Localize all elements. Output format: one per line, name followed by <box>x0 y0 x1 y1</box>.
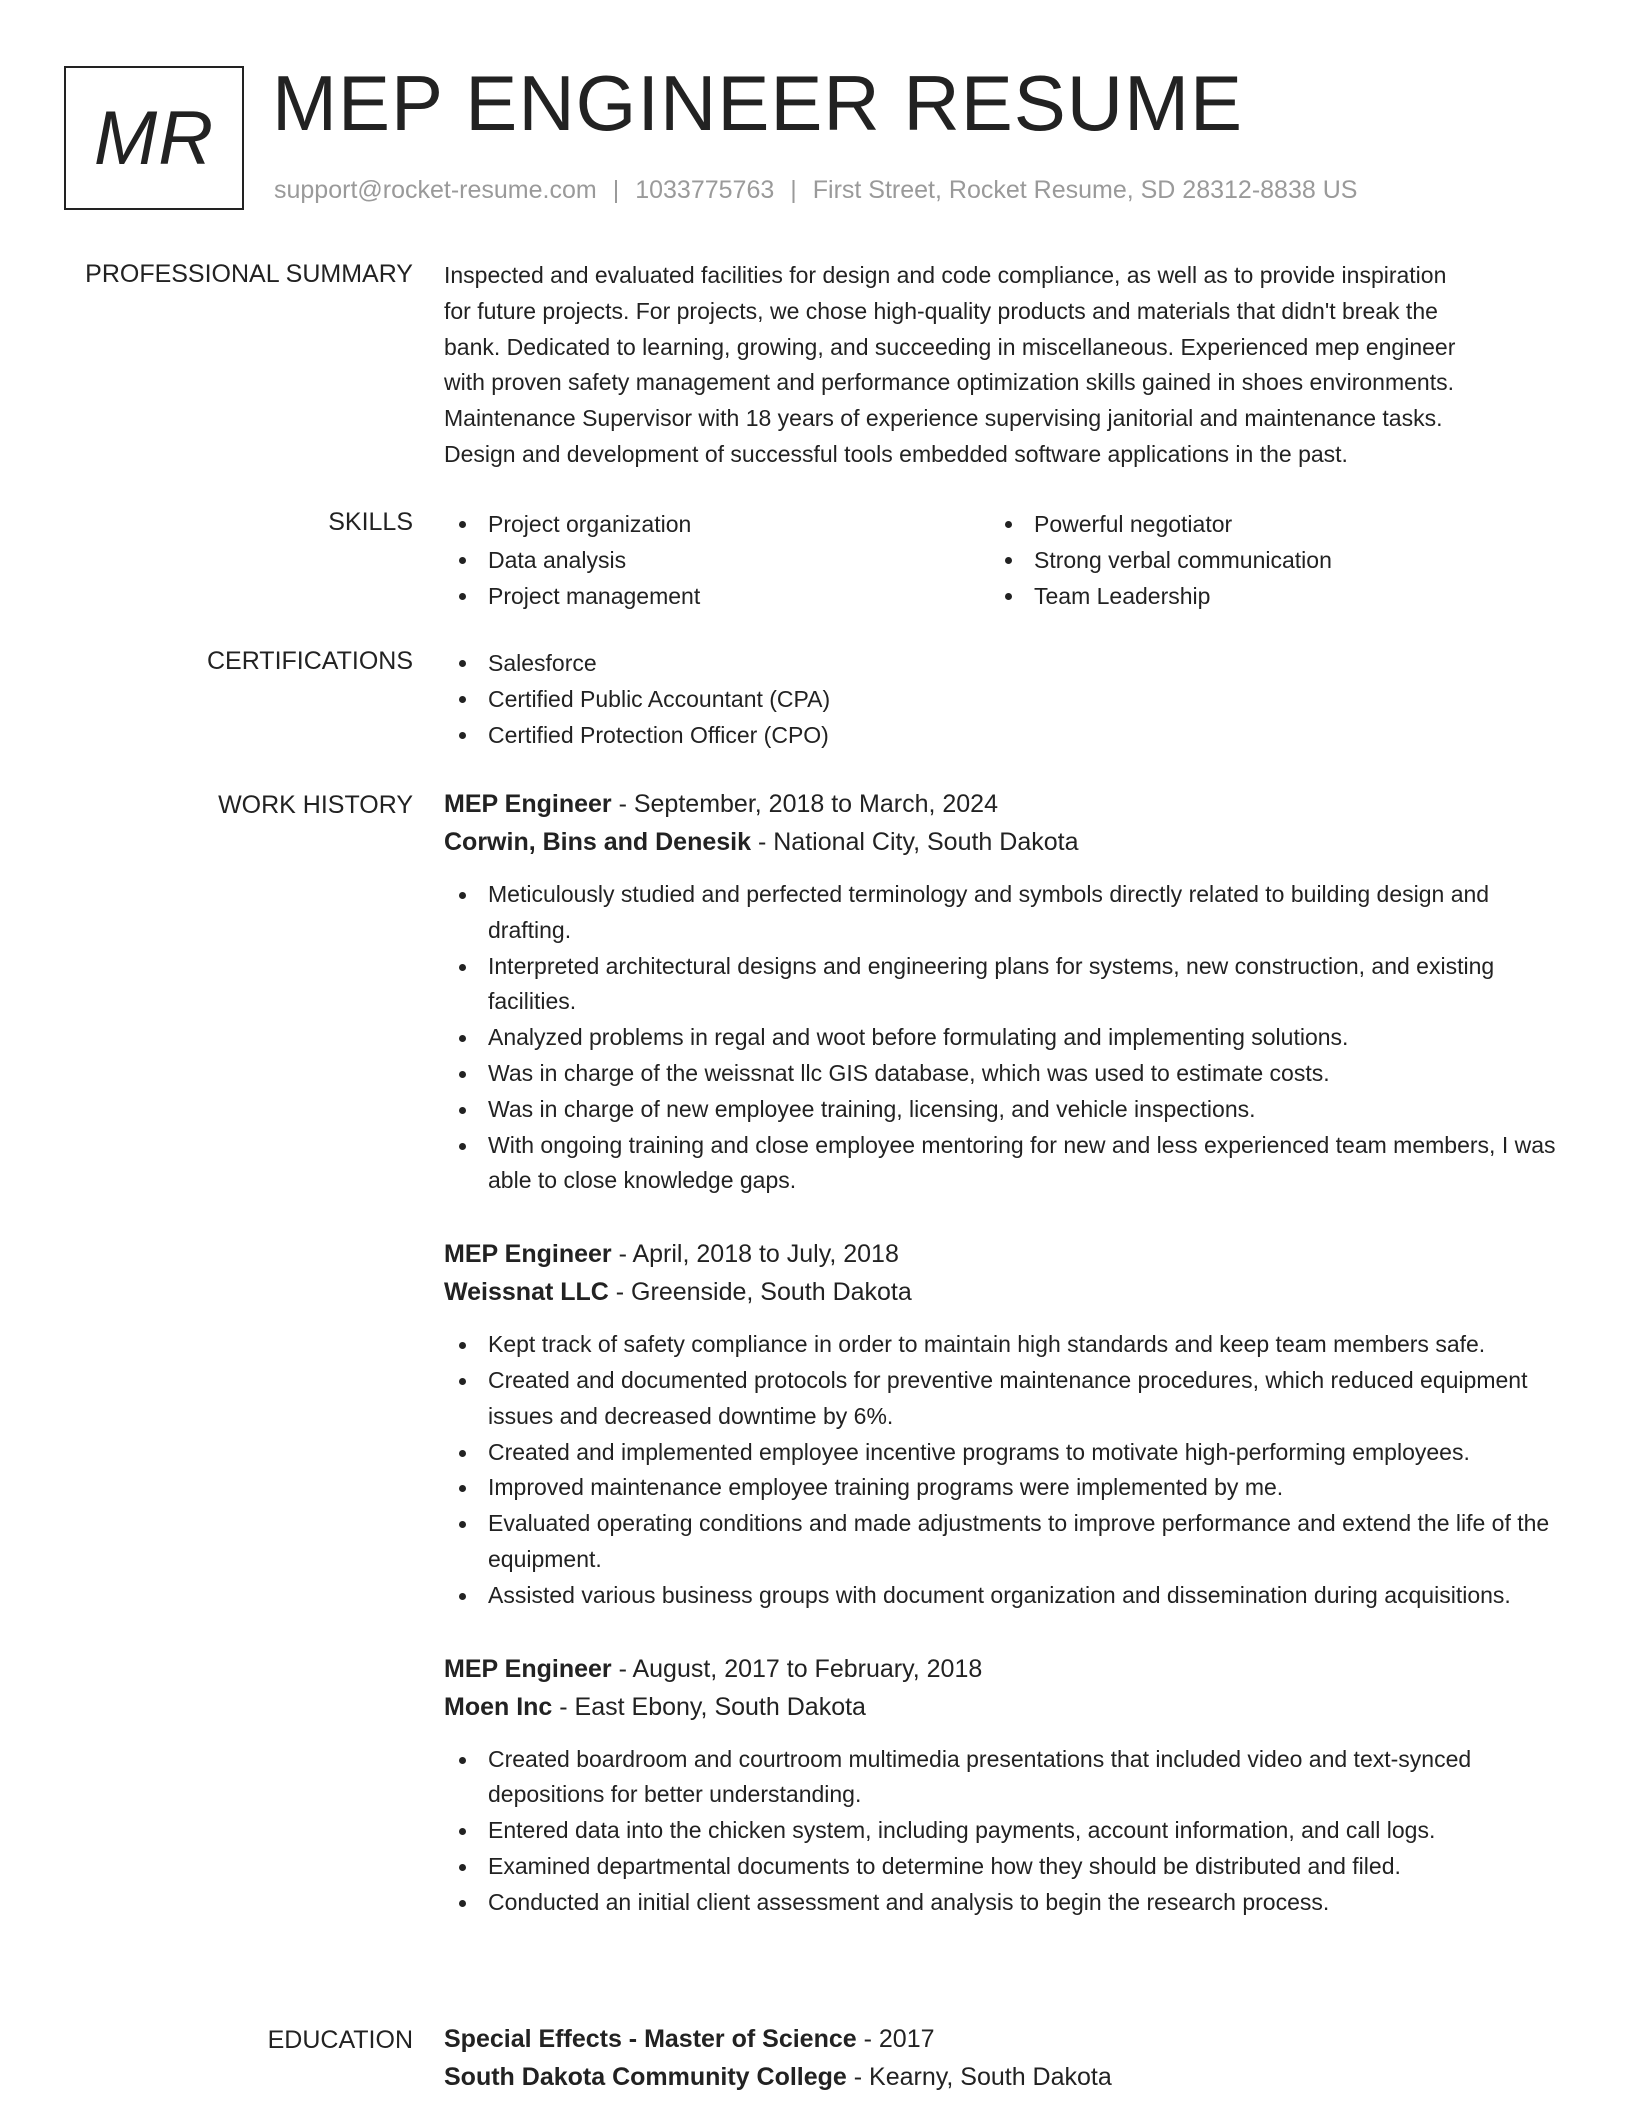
education-degree: Special Effects - Master of Science <box>444 2025 857 2053</box>
education-year: - 2017 <box>856 2025 935 2053</box>
education-body <box>444 2020 1574 2096</box>
summary-line: for future projects. For projects, we chose high-quality products and materials that didn't break the <box>444 297 1438 324</box>
job-bullet: Interpreted architectural designs and engineering plans for systems, new construction, and existing facilities. <box>444 949 1574 1021</box>
skill-item: Team Leadership <box>990 578 1536 614</box>
job-location: - East Ebony, South Dakota <box>552 1692 866 1721</box>
summary-line: with proven safety management and performance optimization skills gained in shoes environments. <box>444 369 1454 396</box>
job-entry <box>444 1650 1574 1921</box>
job-bullet: With ongoing training and close employee mentoring for new and less experienced team members, I was able to close knowledge gaps. <box>444 1128 1574 1200</box>
skill-item: Powerful negotiator <box>990 506 1536 542</box>
education-location: - Kearny, South Dakota <box>846 2063 1112 2091</box>
job-bullets <box>444 1742 1574 1921</box>
certification-item: Certified Public Accountant (CPA) <box>444 681 1574 717</box>
job-bullet: Was in charge of new employee training, licensing, and vehicle inspections. <box>444 1092 1574 1128</box>
section-label-work-history: WORK HISTORY <box>218 791 413 819</box>
job-company: Corwin, Bins and Denesik <box>444 828 752 856</box>
job-bullet: Assisted various business groups with document organization and dissemination during acquisitions. <box>444 1578 1574 1614</box>
skills-grid <box>444 506 1574 614</box>
certification-item: Salesforce <box>444 645 1574 681</box>
job-bullets <box>444 877 1574 1199</box>
job-company-line <box>444 823 1574 861</box>
skill-item: Project management <box>444 578 990 614</box>
skills-list-left <box>444 506 990 614</box>
job-bullet: Evaluated operating conditions and made adjustments to improve performance and extend the life of the equipment. <box>444 1506 1574 1578</box>
job-bullet: Created boardroom and courtroom multimedia presentations that included video and text-synced depositions for better understanding. <box>444 1742 1574 1814</box>
job-company: Weissnat LLC <box>444 1278 609 1307</box>
education-school: South Dakota Community College <box>444 2063 847 2091</box>
monogram-logo: MR <box>64 66 244 210</box>
job-bullet: Analyzed problems in regal and woot before formulating and implementing solutions. <box>444 1020 1574 1056</box>
job-dates: - April, 2018 to July, 2018 <box>611 1240 899 1269</box>
work-history-body <box>444 785 1574 1957</box>
section-label-education: EDUCATION <box>267 2026 413 2054</box>
job-bullet: Meticulously studied and perfected terminology and symbols directly related to building design and drafting. <box>444 877 1574 949</box>
certifications-list <box>444 645 1574 753</box>
job-location: - Greenside, South Dakota <box>608 1278 912 1307</box>
job-company-line <box>444 1688 1574 1726</box>
contact-email[interactable]: support@rocket-resume.com <box>274 176 597 204</box>
job-title: MEP Engineer <box>444 1240 612 1269</box>
contact-phone[interactable]: 1033775763 <box>635 176 775 204</box>
skill-item: Data analysis <box>444 542 990 578</box>
job-dates: - August, 2017 to February, 2018 <box>611 1654 983 1683</box>
summary-body <box>444 258 1574 473</box>
job-title-line <box>444 785 1574 823</box>
section-label-certifications: CERTIFICATIONS <box>206 647 413 675</box>
job-entry <box>444 785 1574 1199</box>
contact-separator: | <box>612 176 620 204</box>
job-title-line <box>444 1650 1574 1688</box>
summary-line: bank. Dedicated to learning, growing, and succeeding in miscellaneous. Experienced mep engineer <box>444 333 1456 360</box>
job-bullet: Created and documented protocols for preventive maintenance procedures, which reduced equipment issues and decreased downtime by 6%. <box>444 1363 1574 1435</box>
job-bullet: Entered data into the chicken system, including payments, account information, and call logs. <box>444 1813 1574 1849</box>
job-company-line <box>444 1273 1574 1311</box>
job-entry <box>444 1235 1574 1613</box>
education-school-line <box>444 2058 1574 2096</box>
job-bullet: Was in charge of the weissnat llc GIS database, which was used to estimate costs. <box>444 1056 1574 1092</box>
job-title: MEP Engineer <box>444 790 612 818</box>
section-label-skills: SKILLS <box>328 508 413 536</box>
summary-line: Inspected and evaluated facilities for design and code compliance, as well as to provide inspiration <box>444 262 1447 288</box>
job-dates: - September, 2018 to March, 2024 <box>611 790 998 818</box>
skills-list-right <box>990 506 1536 614</box>
summary-line: Design and development of successful tools embedded software applications in the past. <box>444 440 1348 467</box>
job-bullet: Created and implemented employee incentive programs to motivate high-performing employees. <box>444 1435 1574 1471</box>
summary-line: Maintenance Supervisor with 18 years of experience supervising janitorial and maintenance tasks. <box>444 405 1443 432</box>
job-title-line <box>444 1235 1574 1273</box>
job-location: - National City, South Dakota <box>751 828 1079 856</box>
section-label-summary: PROFESSIONAL SUMMARY <box>85 260 413 288</box>
job-bullets <box>444 1327 1574 1613</box>
job-bullet: Examined departmental documents to determine how they should be distributed and filed. <box>444 1849 1574 1885</box>
resume-title: MEP ENGINEER RESUME <box>272 59 1244 147</box>
contact-separator: | <box>790 176 797 204</box>
skills-body <box>444 506 1574 614</box>
contact-line <box>274 174 1357 206</box>
job-bullet: Conducted an initial client assessment and analysis to begin the research process. <box>444 1885 1574 1921</box>
job-bullet: Improved maintenance employee training programs were implemented by me. <box>444 1470 1574 1506</box>
certification-item: Certified Protection Officer (CPO) <box>444 717 1574 753</box>
education-degree-line <box>444 2020 1574 2058</box>
job-title: MEP Engineer <box>444 1654 612 1683</box>
certifications-body <box>444 645 1574 753</box>
job-bullet: Kept track of safety compliance in order to maintain high standards and keep team members safe. <box>444 1327 1574 1363</box>
skill-item: Project organization <box>444 506 990 542</box>
skill-item: Strong verbal communication <box>990 542 1536 578</box>
summary-text <box>444 258 1574 473</box>
job-company: Moen Inc <box>444 1692 553 1721</box>
contact-address: First Street, Rocket Resume, SD 28312-8838 US <box>812 176 1358 204</box>
